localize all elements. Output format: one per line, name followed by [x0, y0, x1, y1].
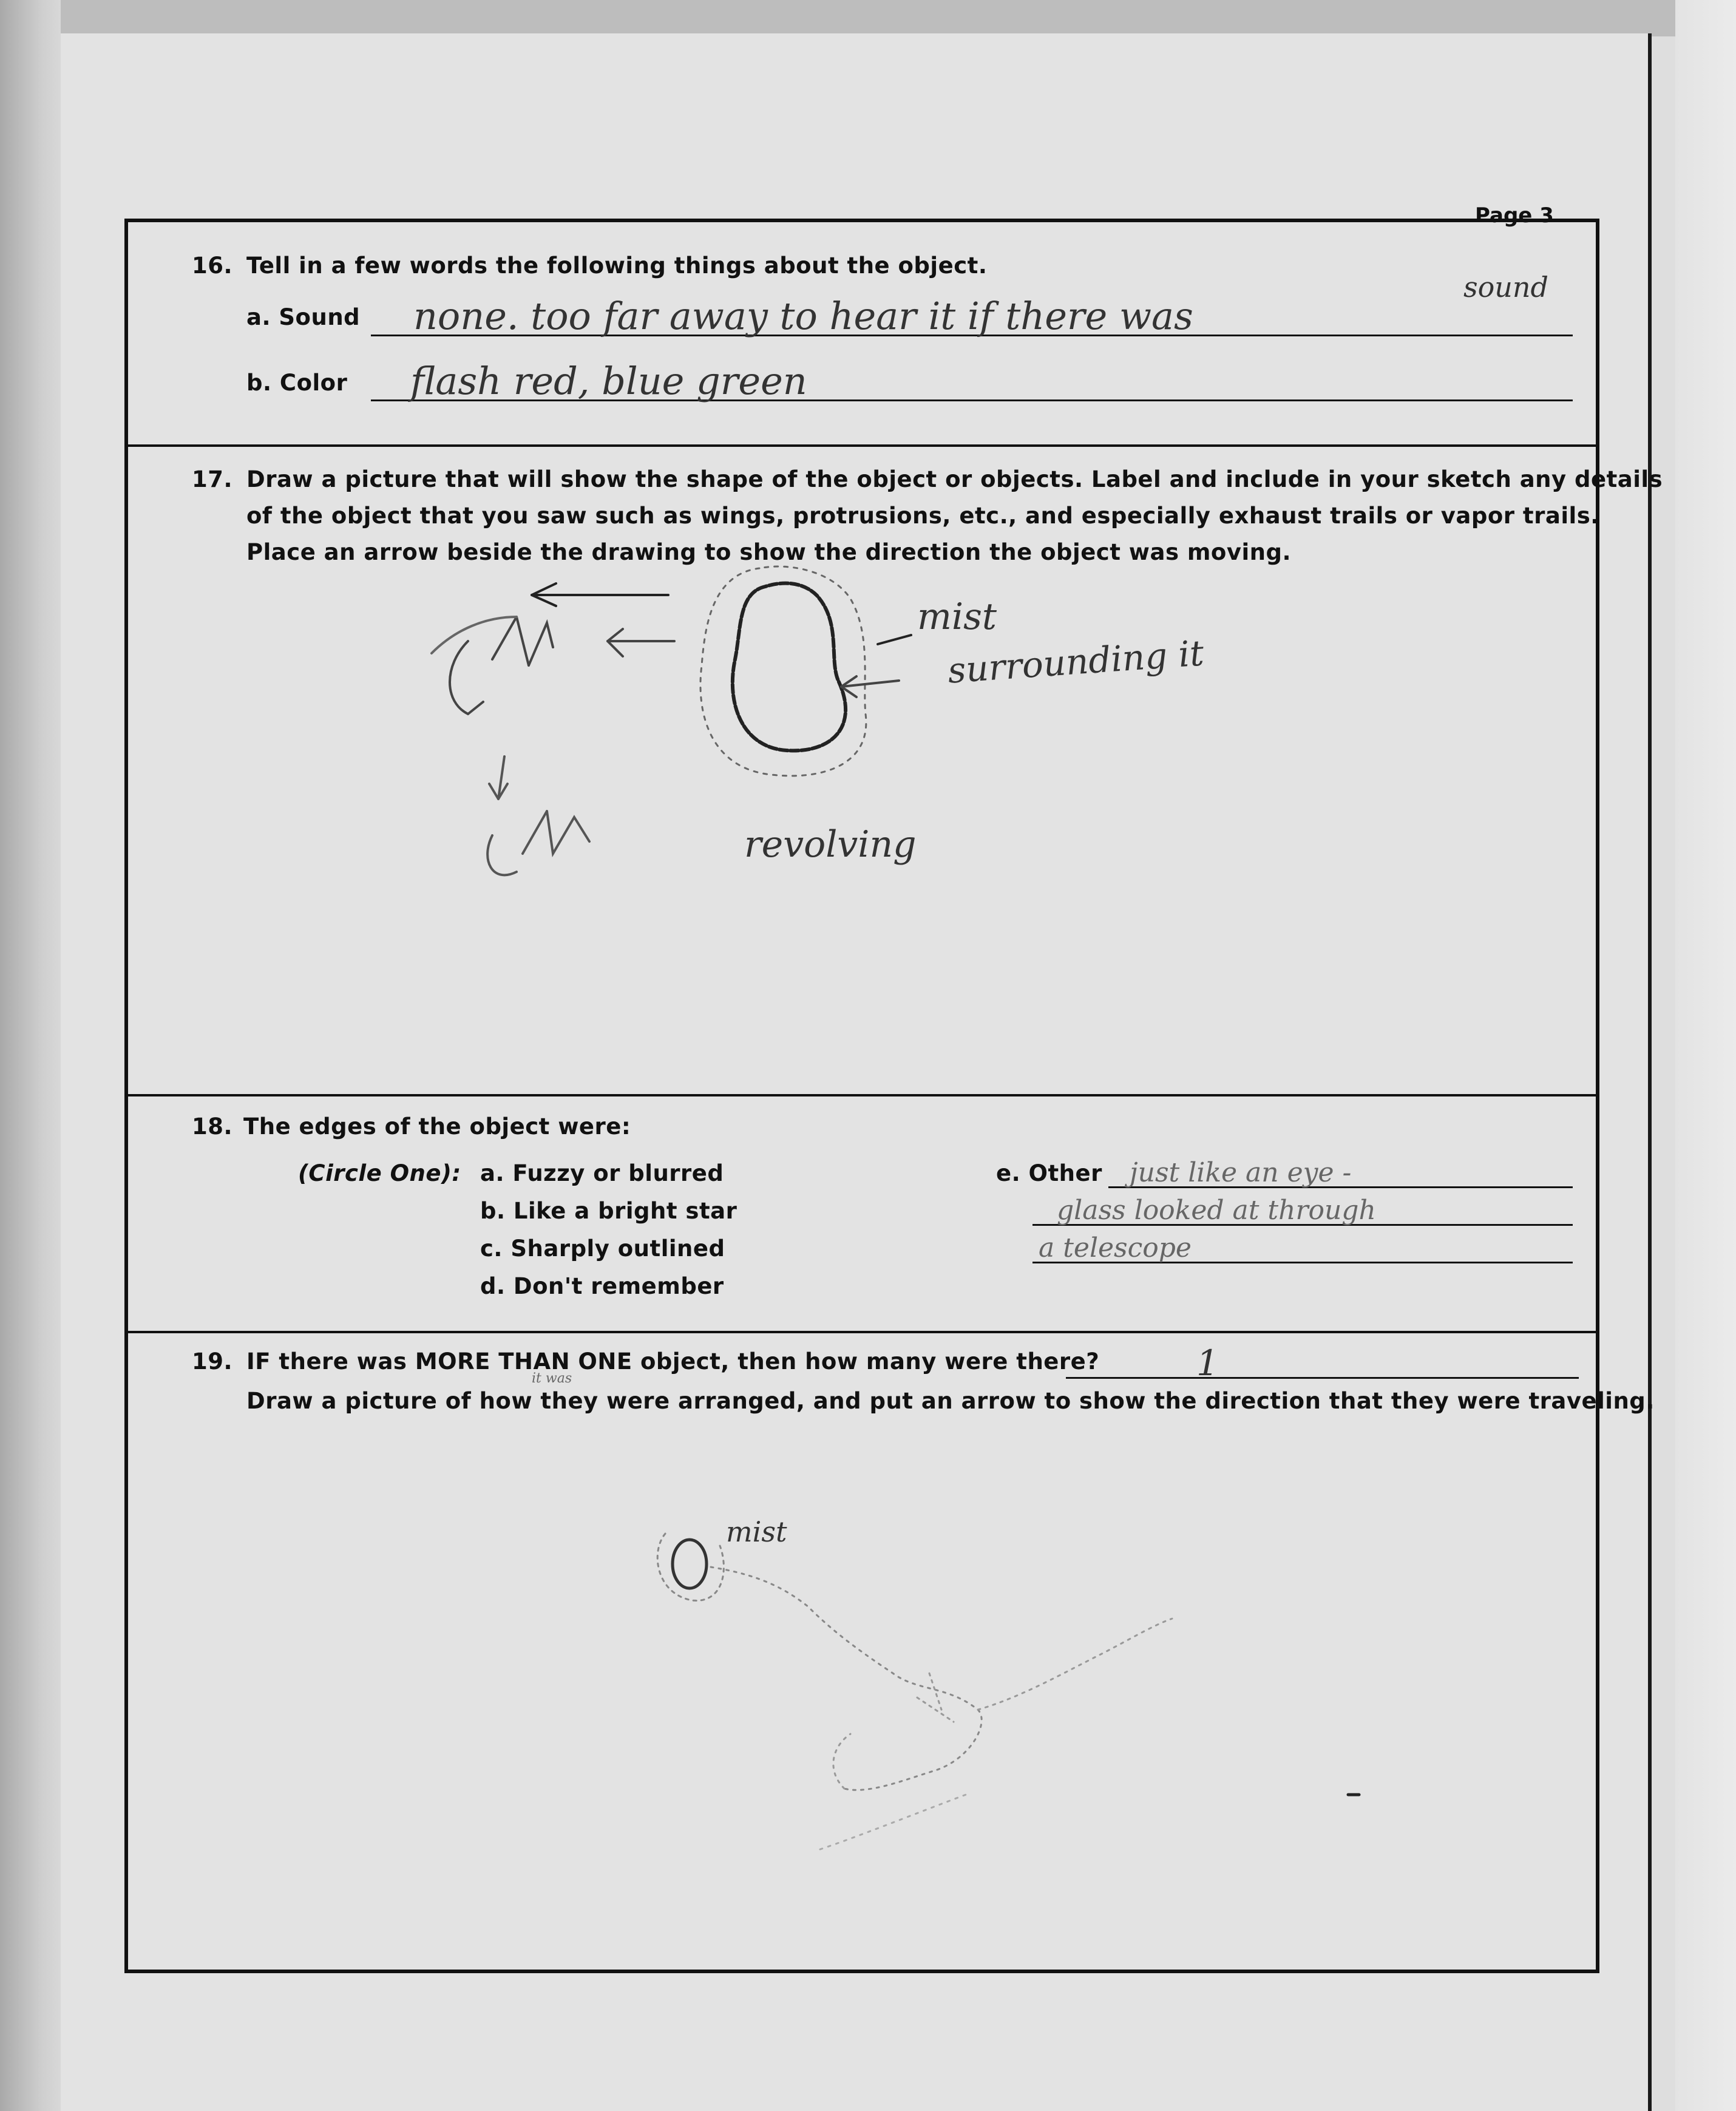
question-19	[128, 1333, 1655, 1971]
question-16	[128, 222, 1596, 447]
q18-other-answer-3: a telescope	[1039, 1232, 1192, 1263]
q17-instructions-line1: Draw a picture that will show the shape of the object or objects. Label and include in your sketch any details	[246, 466, 1663, 492]
q16-sound-answer-extra: sound	[1463, 271, 1548, 304]
scan-right-edge	[1675, 0, 1736, 2111]
q16-color-label: b. Color	[246, 370, 348, 396]
q19-line2-note: it was	[532, 1371, 572, 1386]
scan-top-edge	[0, 0, 1736, 36]
q18-number: 18.	[192, 1113, 233, 1140]
q16-sound-label: a. Sound	[246, 304, 361, 330]
scan-left-edge	[0, 0, 61, 2111]
page-number: Page 3	[1475, 203, 1554, 228]
q18-option-e-other[interactable]: e. Other	[996, 1160, 1102, 1186]
q18-circle-one: (Circle One):	[298, 1160, 461, 1186]
q17-object-sketch	[128, 447, 1597, 1090]
q18-other-answer-1[interactable]: just like an eye -	[1130, 1157, 1352, 1188]
q17-label-surrounding: surrounding it	[946, 632, 1205, 692]
q19-number: 19.	[192, 1348, 233, 1375]
q17-instructions-line2: of the object that you saw such as wings, protrusions, etc., and especially exhaust trails or vapor trails.	[246, 503, 1599, 529]
q19-line2: Draw a picture of how they were arranged, and put an arrow to show the direction that they were traveling.	[246, 1388, 1655, 1414]
question-17	[128, 447, 1663, 1096]
q18-option-d[interactable]: d. Don't remember	[480, 1273, 724, 1299]
q17-label-revolving: revolving	[744, 823, 917, 866]
q18-option-a[interactable]: a. Fuzzy or blurred	[480, 1160, 724, 1186]
questionnaire-form	[124, 219, 1663, 1973]
q18-prompt: The edges of the object were:	[243, 1113, 631, 1140]
q17-number: 17.	[192, 466, 233, 492]
q18-option-c[interactable]: c. Sharply outlined	[480, 1236, 725, 1262]
q18-option-b[interactable]: b. Like a bright star	[480, 1198, 737, 1224]
q19-label-mist: mist	[726, 1515, 787, 1548]
q16-prompt: Tell in a few words the following things about the object.	[246, 253, 988, 279]
q19-count-answer[interactable]: 1	[1196, 1342, 1219, 1384]
q16-sound-answer[interactable]: none. too far away to hear it if there was	[413, 294, 1193, 338]
q17-label-mist: mist	[917, 596, 997, 638]
q16-number: 16.	[192, 253, 233, 279]
q19-line1: IF there was MORE THAN ONE object, then how many were there?	[246, 1348, 1100, 1375]
q16-color-answer[interactable]: flash red, blue green	[410, 359, 807, 403]
q19-arrangement-sketch	[128, 1333, 1597, 1965]
q18-other-answer-2: glass looked at through	[1057, 1195, 1376, 1226]
question-18	[128, 1096, 1596, 1333]
q17-instructions-line3: Place an arrow beside the drawing to show the direction the object was moving.	[246, 539, 1292, 565]
